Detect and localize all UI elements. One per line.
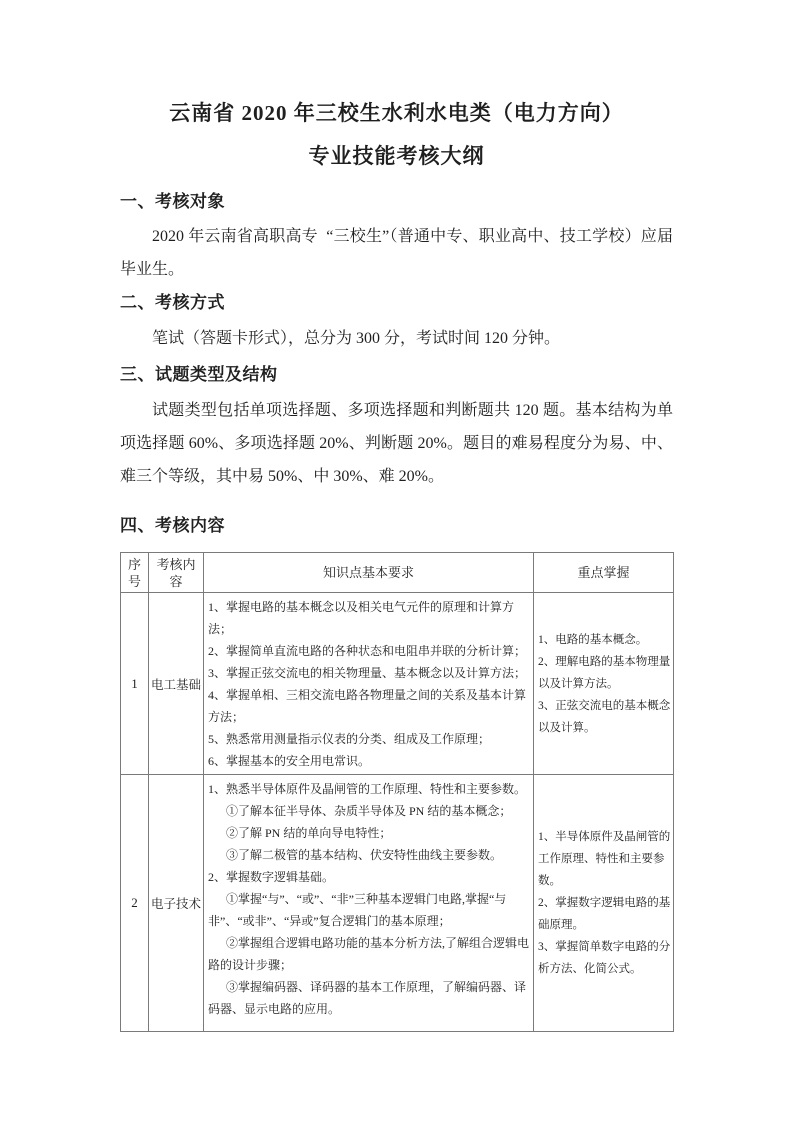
section-heading-assessment-method: 二、考核方式 — [120, 293, 225, 312]
requirement-line: 1、掌握电路的基本概念以及相关电气元件的原理和计算方法； — [208, 600, 515, 636]
column-header-subject: 考核内容 — [149, 553, 204, 593]
section-heading-question-types: 三、试题类型及结构 — [120, 365, 278, 384]
table-header — [121, 553, 674, 593]
column-header-index: 序号 — [121, 553, 149, 593]
assessment-content-table — [120, 552, 674, 1032]
document-content — [120, 0, 673, 1032]
row-index-cell: 1 — [121, 593, 149, 775]
requirement-line: ②掌握组合逻辑电路功能的基本分析方法,了解组合逻辑电路的设计步骤； — [208, 936, 530, 972]
row-requirements-cell — [204, 775, 534, 1032]
section-heading-assessment-target: 一、考核对象 — [120, 192, 225, 211]
requirement-line: ②了解 PN 结的单向导电特性； — [226, 826, 392, 840]
requirement-line: 4、掌握单相、三相交流电路各物理量之间的关系及基本计算方法； — [208, 688, 527, 724]
assessment-table-body — [121, 593, 674, 1032]
section-heading-assessment-content: 四、考核内容 — [120, 516, 225, 535]
table-row — [121, 775, 674, 1032]
keypoint-line: 2、理解电路的基本物理量以及计算方法。 — [538, 655, 671, 690]
column-header-requirements: 知识点基本要求 — [204, 553, 534, 593]
paragraph-question-types: 试题类型包括单项选择题、多项选择题和判断题共 120 题。基本结构为单项选择题 60%、多项选择题 20%、判断题 20%。题目的难易程度分为易、中、难三个等级，其中易 50%、中 30%、难 20%。 — [120, 402, 673, 485]
paragraph-assessment-method: 笔试（答题卡形式），总分为 300 分，考试时间 120 分钟。 — [152, 330, 561, 347]
requirement-line: 2、掌握简单直流电路的各种状态和电阻串并联的分析计算； — [208, 644, 527, 658]
paragraph-assessment-target: 2020 年云南省高职高专 “三校生”（普通中专、职业高中、技工学校）应届毕业生。 — [120, 228, 673, 278]
column-header-keypoints: 重点掌握 — [534, 553, 674, 593]
row-requirements-cell — [204, 593, 534, 775]
keypoint-line: 1、电路的基本概念。 — [538, 633, 648, 646]
requirement-line: 1、熟悉半导体原件及晶闸管的工作原理、特性和主要参数。 — [208, 782, 527, 796]
keypoint-line: 3、正弦交流电的基本概念以及计算。 — [538, 699, 671, 734]
requirement-line: ③了解二极管的基本结构、伏安特性曲线主要参数。 — [226, 848, 503, 862]
requirement-line: 5、熟悉常用测量指示仪表的分类、组成及工作原理； — [208, 732, 491, 746]
requirement-line: 6、掌握基本的安全用电常识。 — [208, 754, 371, 768]
requirement-line: ①掌握“与”、“或”、“非”三种基本逻辑门电路,掌握“与非”、“或非”、“异或”复合逻辑门的基本原理； — [208, 892, 507, 928]
row-subject-cell: 电工基础 — [149, 593, 204, 775]
requirement-line: ③掌握编码器、译码器的基本工作原理，了解编码器、译码器、显示电路的应用。 — [208, 980, 527, 1016]
table-header-row — [121, 553, 674, 593]
document-title — [120, 0, 673, 178]
keypoint-line: 3、掌握简单数字电路的分析方法、化简公式。 — [538, 941, 671, 975]
row-keypoints-cell — [534, 775, 674, 1032]
requirement-line: 3、掌握正弦交流电的相关物理量、基本概念以及计算方法； — [208, 666, 527, 680]
requirement-line: ①了解本征半导体、杂质半导体及 PN 结的基本概念； — [226, 804, 512, 818]
row-subject-cell: 电子技术 — [149, 775, 204, 1032]
row-keypoints-cell — [534, 593, 674, 775]
title-line-2: 专业技能考核大纲 — [308, 144, 485, 168]
title-line-1: 云南省 2020 年三校生水利水电类（电力方向） — [169, 101, 624, 125]
keypoint-line: 2、掌握数字逻辑电路的基础原理。 — [538, 897, 671, 931]
requirement-line: 2、掌握数字逻辑基础。 — [208, 870, 335, 884]
row-index-cell: 2 — [121, 775, 149, 1032]
keypoint-line: 1、半导体原件及晶闸管的工作原理、特性和主要参数。 — [538, 831, 671, 887]
table-row — [121, 593, 674, 775]
